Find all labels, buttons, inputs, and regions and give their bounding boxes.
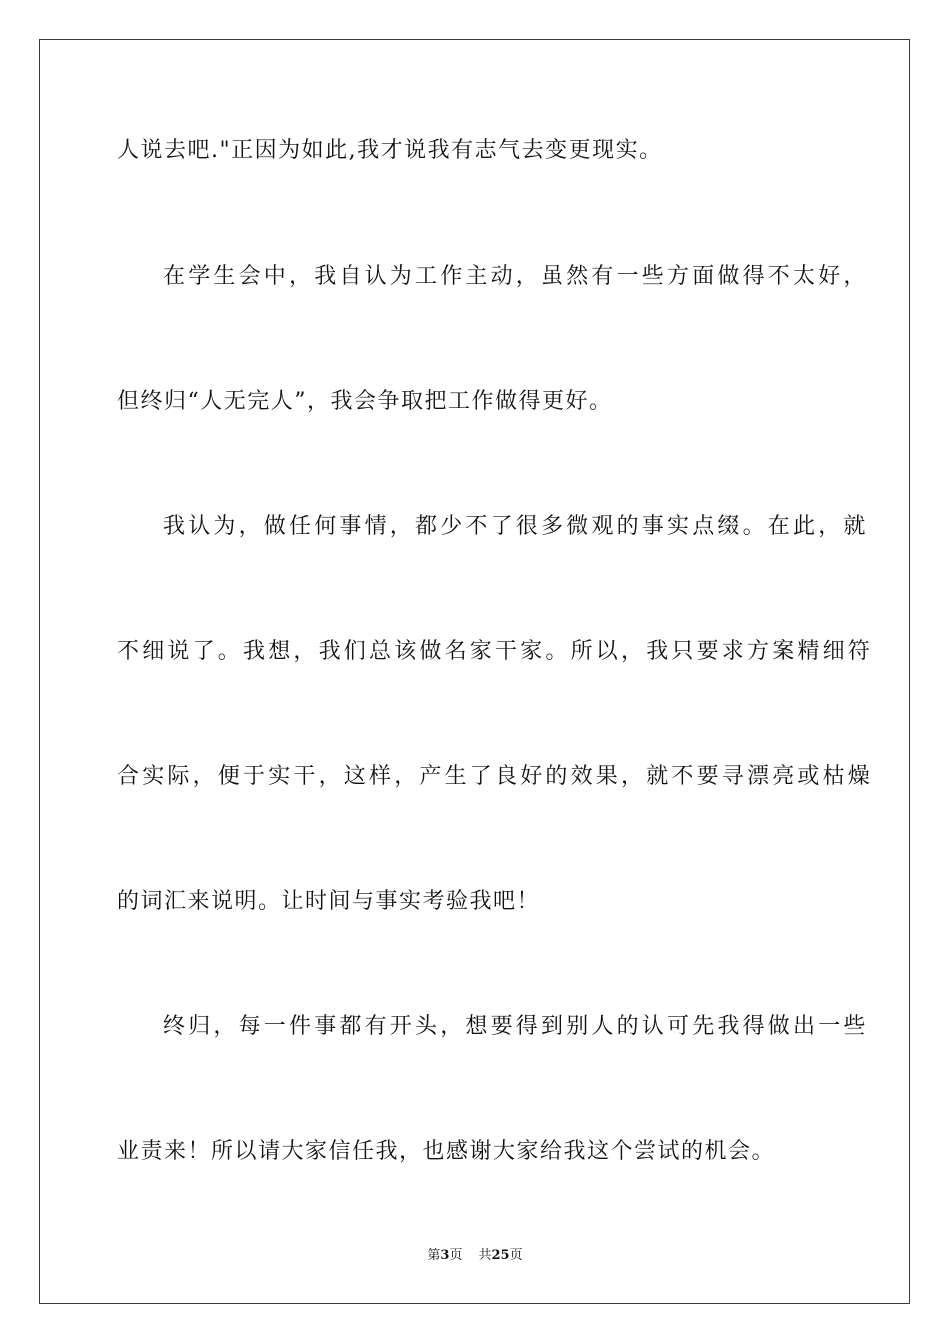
paragraph-first-line: 我认为，做任何事情，都少不了很多微观的事实点缀。在此，就 — [163, 514, 869, 539]
text-line: 的词汇来说明。让时间与事实考验我吧！ — [117, 889, 541, 914]
page-label-prefix: 第 — [427, 1248, 441, 1263]
page-label-suffix: 页 — [449, 1248, 463, 1263]
page-border — [39, 39, 910, 1304]
text-line: 业责来！所以请大家信任我，也感谢大家给我这个尝试的机会。 — [117, 1139, 776, 1164]
total-page-count: 25 — [491, 1248, 510, 1263]
paragraph-first-line: 终归，每一件事都有开头，想要得到别人的认可先我得做出一些 — [163, 1014, 869, 1039]
current-page-number: 3 — [440, 1248, 450, 1263]
text-line: 人说去吧."正因为如此,我才说我有志气去变更现实。 — [117, 138, 663, 163]
text-line: 不细说了。我想，我们总该做名家干家。所以，我只要求方案精细符 — [117, 639, 874, 664]
paragraph-first-line: 在学生会中，我自认为工作主动，虽然有一些方面做得不太好， — [163, 264, 869, 289]
page-footer — [0, 1247, 950, 1265]
text-line: 但终归“人无完人”，我会争取把工作做得更好。 — [117, 389, 613, 414]
text-line: 合实际，便于实干，这样，产生了良好的效果，就不要寻漂亮或枯燥 — [117, 764, 874, 789]
total-label-prefix: 共 — [478, 1248, 492, 1263]
total-label-suffix: 页 — [509, 1248, 523, 1263]
